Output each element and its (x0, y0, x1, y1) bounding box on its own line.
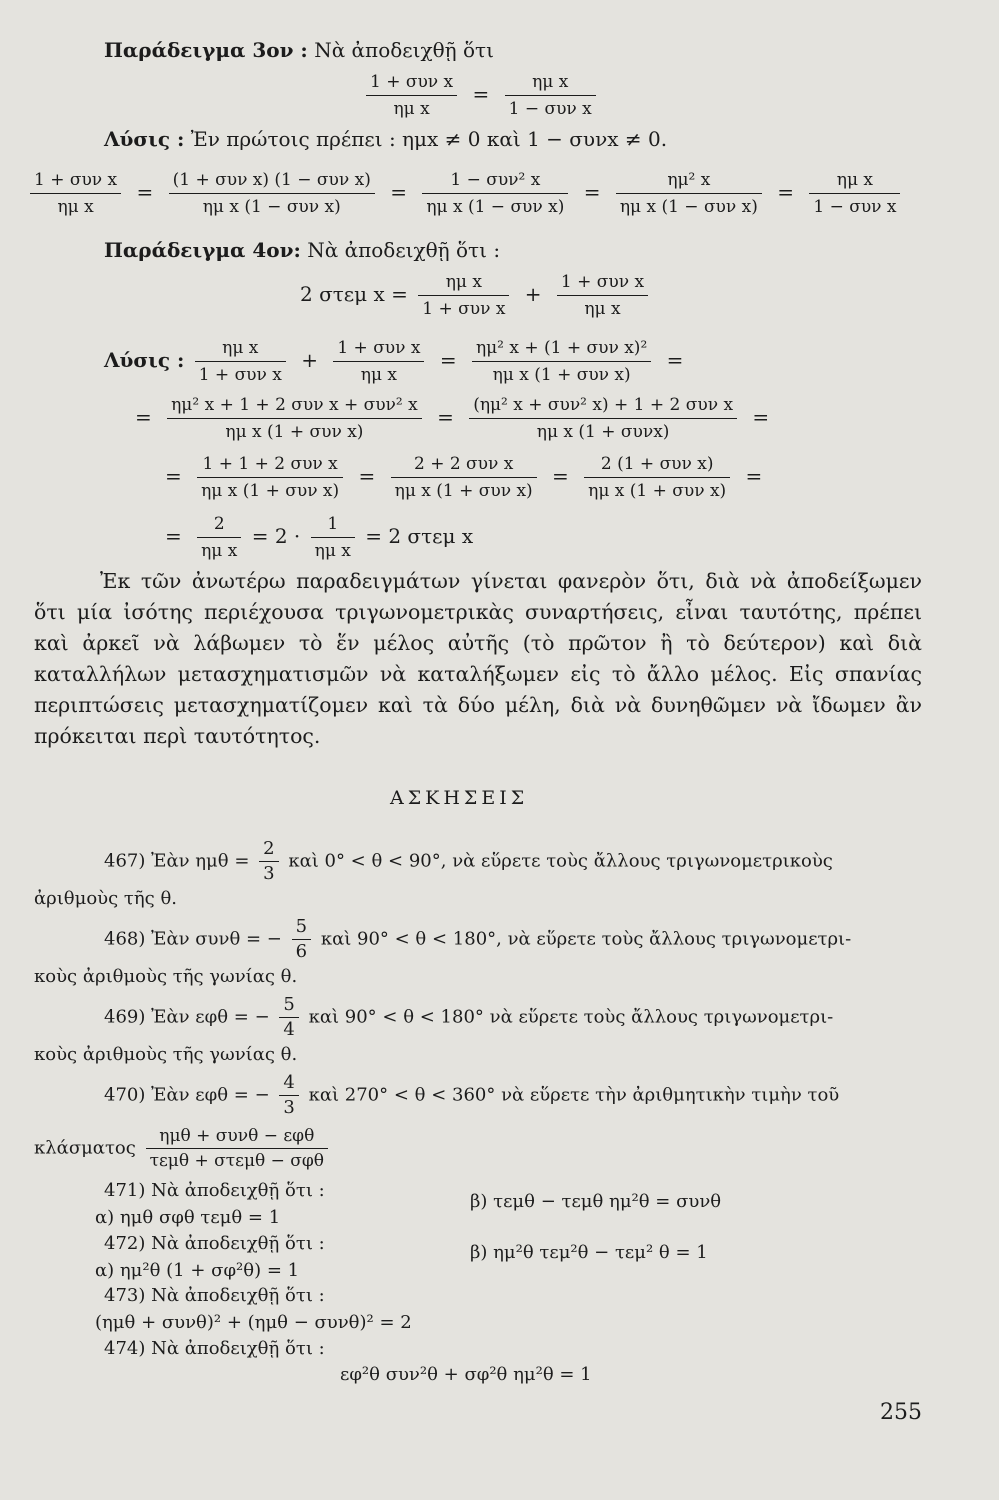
equals-sign: = (666, 348, 684, 372)
equals-sign: = (472, 82, 490, 106)
fraction-numerator: ημθ + συνθ − εφθ (146, 1125, 328, 1149)
fraction-denominator: 3 (263, 863, 275, 884)
fraction-numerator: ημ x (809, 168, 900, 194)
fraction-numerator: ημ² x (616, 168, 762, 194)
plus-sign: + (524, 282, 542, 306)
fraction-denominator: ημ x (314, 541, 351, 561)
fraction-numerator: ημ x (505, 70, 596, 96)
exercise-text: καὶ 90° < θ < 180°, νὰ εὕρετε τοὺς ἄλλους τριγωνομετρι- (320, 928, 852, 950)
fraction-numerator: 1 + συν x (333, 336, 424, 362)
example-4-statement (300, 270, 652, 321)
exercise-472-b: β) ημ²θ τεμ²θ − τεμ² θ = 1 (470, 1242, 708, 1263)
exercise-text: καὶ 0° < θ < 90°, νὰ εὕρετε τοὺς ἄλλους τριγωνομετρικοὺς (288, 850, 833, 872)
example-4-solution-row-2 (130, 393, 774, 444)
exercise-467 (104, 838, 833, 885)
fraction-numerator: (1 + συν x) (1 − συν x) (169, 168, 375, 194)
exercise-lead: 469) Ἐὰν εφθ = − (104, 1006, 270, 1028)
fraction-denominator: ημ x (1 + συνx) (536, 422, 670, 442)
fraction-denominator: ημ x (1 − συν x) (619, 197, 758, 217)
example-3-solution-line (104, 127, 667, 151)
fraction-numerator: 2 (197, 512, 241, 538)
fraction-denominator: ημ x (360, 365, 398, 385)
fraction-denominator: 1 + συν x (422, 299, 506, 319)
fraction-denominator: ημ x (1 + συν x) (588, 481, 727, 501)
exercise-470 (104, 1072, 839, 1119)
example-3-title: Παράδειγμα 3ον : (104, 38, 308, 62)
exercise-468-continuation: κοὺς ἀριθμοὺς τῆς γωνίας θ. (34, 966, 298, 987)
fraction-numerator: 1 + συν x (366, 70, 457, 96)
fraction-denominator: 4 (283, 1019, 295, 1040)
example-4-solution-row-4 (160, 512, 473, 563)
solution-text: Ἐν πρώτοις πρέπει : ημx ≠ 0 καὶ 1 − συνx ≠ 0. (190, 127, 668, 151)
solution-label: Λύσις : (104, 348, 185, 372)
fraction-numerator: 2 + 2 συν x (391, 452, 537, 478)
example-4-intro: Νὰ ἀποδειχθῇ ὅτι : (307, 238, 501, 262)
equals-sign: = (439, 348, 457, 372)
example-3-derivation (26, 168, 904, 219)
fraction-denominator: ημ x (1 − συν x) (202, 197, 341, 217)
equals-sign: = (165, 524, 182, 548)
exercise-470-continuation (34, 1125, 332, 1172)
fraction-denominator: ημ x (1 + συν x) (492, 365, 631, 385)
exercise-472-lead: 472) Νὰ ἀποδειχθῇ ὅτι : (104, 1233, 325, 1254)
fraction-numerator: 2 (1 + συν x) (584, 452, 730, 478)
exercise-472-a: α) ημ²θ (1 + σφ²θ) = 1 (95, 1260, 300, 1281)
fraction-numerator: 4 (279, 1072, 298, 1096)
fraction-numerator: ημ² x + 1 + 2 συν x + συν² x (167, 393, 422, 419)
exercises-heading: ΑΣΚΗΣΕΙΣ (390, 787, 529, 809)
equals-sign: = (135, 405, 152, 429)
fraction-denominator: 1 + συν x (198, 365, 282, 385)
fraction-denominator: 1 − συν x (813, 197, 897, 217)
equals-sign: = (745, 464, 763, 488)
exercise-471-a: α) ημθ σφθ τεμθ = 1 (95, 1207, 281, 1228)
exercise-lead: 467) Ἐὰν ημθ = (104, 850, 250, 872)
equals-sign: = (437, 405, 454, 429)
exercise-lead: 470) Ἐὰν εφθ = − (104, 1084, 270, 1106)
exercise-467-continuation: ἀριθμοὺς τῆς θ. (34, 888, 178, 909)
fraction-numerator: 1 + συν x (557, 270, 648, 296)
equals-sign: = (752, 405, 770, 429)
example-3-statement (362, 70, 600, 121)
equals-sign: = (165, 464, 182, 488)
example-4-solution-row-1 (104, 336, 688, 387)
fraction-denominator: ημ x (584, 299, 621, 319)
fraction-denominator: ημ x (201, 541, 238, 561)
equals-sign: = (552, 464, 569, 488)
fraction-denominator: ημ x (393, 99, 430, 119)
fraction-denominator: ημ x (1 + συν x) (225, 422, 364, 442)
statement-lhs: 2 στεμ x = (300, 282, 408, 306)
exercise-474-lead: 474) Νὰ ἀποδειχθῇ ὅτι : (104, 1338, 325, 1359)
equals-sign: = (358, 464, 376, 488)
equals-sign: = (390, 180, 407, 204)
fraction-denominator: ημ x (1 − συν x) (426, 197, 565, 217)
example-3-intro: Νὰ ἀποδειχθῇ ὅτι (314, 38, 494, 62)
fraction-numerator: 1 + 1 + 2 συν x (197, 452, 343, 478)
equals-sign: = (583, 180, 601, 204)
example-3-heading (104, 38, 494, 62)
fraction-denominator: ημ x (1 + συν x) (201, 481, 340, 501)
fraction-denominator: ημ x (57, 197, 94, 217)
exercise-469-continuation: κοὺς ἀριθμοὺς τῆς γωνίας θ. (34, 1044, 298, 1065)
fraction-denominator: ημ x (1 + συν x) (394, 481, 533, 501)
exercise-text: κλάσματος (34, 1137, 136, 1159)
fraction-denominator: τεμθ + στεμθ − σφθ (149, 1151, 325, 1171)
page-number: 255 (880, 1400, 922, 1425)
example-4-title: Παράδειγμα 4ον: (104, 238, 301, 262)
plus-sign: + (301, 348, 318, 372)
fraction-numerator: ημ x (195, 336, 286, 362)
result-term: = 2 στεμ x (365, 524, 474, 548)
exercise-469 (104, 994, 833, 1041)
product-term: = 2 · (251, 524, 301, 548)
exercise-473-a: (ημθ + συνθ)² + (ημθ − συνθ)² = 2 (95, 1312, 412, 1333)
explanation-paragraph: Ἐκ τῶν ἀνωτέρω παραδειγμάτων γίνεται φανερὸν ὅτι, διὰ νὰ ἀποδείξωμεν ὅτι μία ἰσότης περιέχουσα τριγωνομετρικὰς συναρτήσεις, εἶναι ταυτότης, πρέπει καὶ ἀρκεῖ νὰ λάβωμεν τὸ ἕν μέλος αὐτῆς (τὸ πρῶτον ἢ τὸ δεύτερον) καὶ διὰ καταλλήλων μετασχηματισμῶν νὰ καταλήξωμεν εἰς τὸ ἄλλο μέλος. Εἰς σπανίας περιπτώσεις μετασχηματίζομεν καὶ τὰ δύο μέλη, διὰ νὰ δυνηθῶμεν νὰ ἴδωμεν ἂν πρόκειται περὶ ταυτότητος. (34, 569, 922, 748)
exercise-471-b: β) τεμθ − τεμθ ημ²θ = συνθ (470, 1191, 722, 1212)
exercise-473-lead: 473) Νὰ ἀποδειχθῇ ὅτι : (104, 1285, 325, 1306)
solution-label: Λύσις : (104, 127, 185, 151)
fraction-numerator: ημ² x + (1 + συν x)² (472, 336, 651, 362)
exercise-471-lead: 471) Νὰ ἀποδειχθῇ ὅτι : (104, 1180, 325, 1201)
fraction-numerator: 1 (311, 512, 355, 538)
fraction-numerator: 2 (259, 838, 278, 862)
exercise-text: καὶ 90° < θ < 180° νὰ εὕρετε τοὺς ἄλλους τριγωνομετρι- (308, 1006, 834, 1028)
fraction-numerator: 5 (292, 916, 311, 940)
fraction-numerator: 1 − συν² x (422, 168, 568, 194)
example-4-solution-row-3 (160, 452, 767, 503)
fraction-denominator: 3 (283, 1097, 295, 1118)
fraction-denominator: 1 − συν x (508, 99, 592, 119)
equals-sign: = (777, 180, 794, 204)
equals-sign: = (136, 180, 154, 204)
exercise-text: καὶ 270° < θ < 360° νὰ εὕρετε τὴν ἀριθμητικὴν τιμὴν τοῦ (308, 1084, 840, 1106)
example-4-heading (104, 238, 500, 262)
fraction-denominator: 6 (295, 941, 308, 962)
fraction-numerator: 1 + συν x (30, 168, 121, 194)
fraction-numerator: ημ x (418, 270, 509, 296)
fraction-numerator: (ημ² x + συν² x) + 1 + 2 συν x (469, 393, 737, 419)
exercise-lead: 468) Ἐὰν συνθ = − (104, 928, 282, 950)
fraction-numerator: 5 (279, 994, 298, 1018)
exercise-474-a: εφ²θ συν²θ + σφ²θ ημ²θ = 1 (340, 1364, 592, 1385)
exercise-468 (104, 916, 851, 963)
